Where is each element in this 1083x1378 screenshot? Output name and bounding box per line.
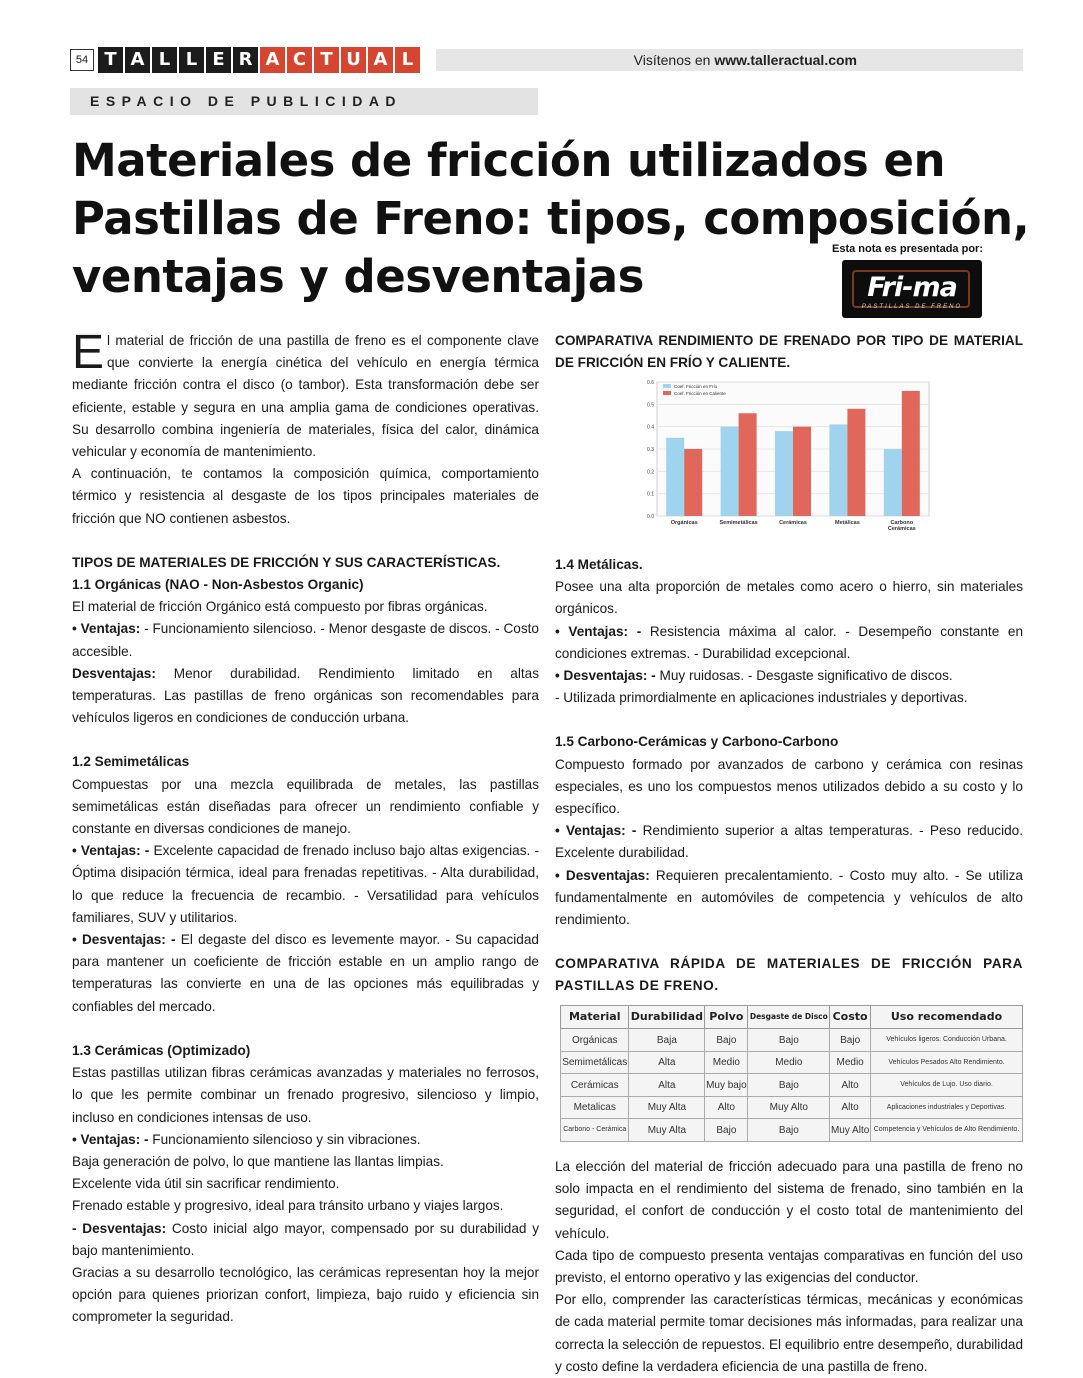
disadvantages-text: Menor durabilidad. Rendimiento limitado en altas temperaturas. Las pastillas de freno orgánicas son recomendables para vehículos ligeros en condiciones de conducción urbana. [72, 665, 539, 726]
chart-bar [847, 409, 865, 516]
table-cell: Vehículos Pesados Alto Rendimiento. [871, 1051, 1023, 1074]
table-cell: Muy Alto [830, 1119, 871, 1142]
table-cell: Medio [705, 1051, 748, 1074]
advantages-text: - Funcionamiento silencioso. - Menor desgaste de discos. - Costo accesible. [72, 621, 539, 659]
table-cell: Vehículos de Lujo. Uso diario. [871, 1074, 1023, 1097]
logo-letter: L [395, 47, 420, 73]
subsection-title: 1.4 Metálicas. [555, 557, 643, 572]
chart-bar [793, 427, 811, 516]
disadvantages-text: Costo inicial algo mayor, compensado por su durabilidad y bajo mantenimiento. [72, 1220, 539, 1258]
table-cell: Muy bajo [705, 1074, 748, 1097]
table-cell: Bajo [705, 1029, 748, 1052]
logo-letter: U [341, 47, 366, 73]
disadvantages [555, 665, 1023, 687]
table-cell: Competencia y Vehículos de Alto Rendimiento. [871, 1119, 1023, 1142]
logo-letter: L [152, 47, 177, 73]
table-row [561, 1074, 1023, 1097]
logo-letter: T [98, 47, 123, 73]
comparison-table [560, 1005, 1023, 1142]
legend-swatch [663, 384, 671, 388]
table-cell: Bajo [748, 1074, 830, 1097]
paragraph: Posee una alta proporción de metales como acero o hierro, sin materiales orgánicos. [555, 579, 1023, 617]
disadvantages-text: Requieren precalentamiento. - Costo muy alto. - Se utiliza fundamentalmente en automóviles de competencia y vehículos de alto rendimiento. [555, 867, 1023, 928]
x-tick-label: Cerámicas [887, 526, 916, 532]
chart-bar [739, 413, 757, 516]
logo-letter: T [314, 47, 339, 73]
sponsor-brand: Fri-ma [867, 272, 957, 303]
table-header: Durabilidad [629, 1006, 705, 1029]
table-row [561, 1029, 1023, 1052]
disadvantages-label: • Desventajas: - [72, 932, 176, 948]
table-cell: Bajo [830, 1029, 871, 1052]
table-cell: Bajo [748, 1119, 830, 1142]
advantages [555, 820, 1023, 864]
table-row [561, 1096, 1023, 1119]
y-tick-label: 0.6 [647, 380, 654, 386]
paragraph: El material de fricción Orgánico está compuesto por fibras orgánicas. [72, 599, 488, 615]
paragraph: Compuesto formado por avanzados de carbono y cerámica con resinas especiales, es uno los compuestos menos utilizados debido a su costo y lo específico. [555, 756, 1023, 817]
advantages [72, 618, 539, 662]
closing-paragraph: Cada tipo de compuesto presenta ventajas comparativas en función del uso previsto, el entorno operativo y las exigencias del conductor. [555, 1247, 1023, 1285]
subsection-title: 1.2 Semimetálicas [72, 754, 190, 770]
website-link[interactable]: www.talleractual.com [714, 52, 857, 68]
table-row [561, 1051, 1023, 1074]
chart-bar [884, 449, 902, 516]
paragraph: Compuestas por una mezcla equilibrada de metales, las pastillas semimetálicas están diseñadas para ofrecer un rendimiento confiable y constante en diversas condiciones de manejo. [72, 776, 539, 837]
bar-chart [637, 376, 937, 552]
disadvantages-label: - Desventajas: [72, 1220, 167, 1236]
legend-label: Coef. Fricción en Frío [674, 384, 718, 389]
disadvantages [72, 1218, 539, 1262]
table-cell: Bajo [748, 1029, 830, 1052]
chart-bar [684, 449, 702, 516]
closing-paragraph: La elección del material de fricción adecuado para una pastilla de freno no solo impacta en el rendimiento del sistema de frenado, sino también en la seguridad, el confort de conducción y el costo total de mantenimiento del vehículo. [555, 1158, 1023, 1241]
table-header-row [561, 1006, 1023, 1029]
list-line: - Utilizada primordialmente en aplicaciones industriales y deportivas. [555, 690, 968, 706]
y-tick-label: 0.0 [647, 514, 654, 520]
advantages [72, 1129, 539, 1151]
logo-letter: E [206, 47, 231, 73]
chart-bar [666, 438, 684, 516]
table-row [561, 1119, 1023, 1142]
chart-bar [721, 427, 739, 516]
table-header: Desgaste de Disco [748, 1006, 830, 1029]
paragraph: Gracias a su desarrollo tecnológico, las cerámicas representan hoy la mejor opción para quienes priorizan confort, limpieza, bajo ruido y eficiencia sin comprometer la seguridad. [72, 1264, 539, 1325]
page-number: 54 [70, 49, 94, 71]
advantages-label: • Ventajas: - [72, 843, 150, 859]
table-cell: Muy Alta [629, 1096, 705, 1119]
table-cell: Medio [830, 1051, 871, 1074]
chart-bar [902, 391, 920, 516]
table-header: Costo [830, 1006, 871, 1029]
sponsor-logo [842, 260, 982, 318]
advantages-text: Resistencia máxima al calor. - Desempeño constante en condiciones extremas. - Durabilidad excepcional. [555, 623, 1023, 661]
chart-container [555, 374, 1023, 554]
logo-letter: L [179, 47, 204, 73]
title-line: ventajas y desventajas [72, 250, 644, 303]
chart-bar [775, 431, 793, 516]
disadvantages-text: El degaste del disco es levemente mayor. - Su capacidad para mantener un coeficiente de fricción estable en un amplio rango de temperaturas las convierte en una de las opciones más equilibradas y confiables del mercado. [72, 932, 539, 1014]
list-line: Baja generación de polvo, lo que mantiene las llantas limpias. [72, 1153, 444, 1169]
table-cell: Aplicaciones industriales y Deportivas. [871, 1096, 1023, 1119]
disadvantages [555, 865, 1023, 932]
advantages [555, 621, 1023, 665]
magazine-logo [98, 47, 420, 73]
subsection-title: 1.1 Orgánicas (NAO - Non-Asbestos Organic) [72, 577, 364, 593]
table-cell: Medio [748, 1051, 830, 1074]
advantages-label: • Ventajas: - [72, 1131, 149, 1147]
x-tick-label: Cerámicas [779, 520, 807, 526]
table-cell: Baja [629, 1029, 705, 1052]
table-header: Material [561, 1006, 629, 1029]
advantages-label: • Ventajas: - [555, 623, 642, 639]
y-tick-label: 0.3 [647, 447, 654, 453]
visit-text [634, 52, 857, 68]
table-cell: Orgánicas [561, 1029, 629, 1052]
table-cell: Metalicas [561, 1096, 629, 1119]
table-cell: Alto [830, 1074, 871, 1097]
page-header [70, 47, 1023, 73]
logo-letter: R [233, 47, 258, 73]
chart-heading: COMPARATIVA RENDIMIENTO DE FRENADO POR TIPO DE MATERIAL DE FRICCIÓN EN FRÍO Y CALIENTE. [555, 333, 1023, 370]
table-cell: Cerámicas [561, 1074, 629, 1097]
visit-prefix: Visítenos en [633, 52, 715, 68]
y-tick-label: 0.5 [647, 402, 654, 409]
subsection-title: 1.3 Cerámicas (Optimizado) [72, 1042, 251, 1058]
logo-letter: A [368, 47, 393, 73]
table-cell: Muy Alta [629, 1119, 705, 1142]
table-cell: Bajo [705, 1119, 748, 1142]
y-tick-label: 0.1 [647, 491, 654, 498]
disadvantages-label: • Desventajas: - [555, 668, 656, 684]
advantages-text: Rendimiento superior a altas temperaturas. - Peso reducido. Excelente durabilidad. [555, 823, 1024, 861]
intro-text: l material de fricción de una pastilla de freno es el componente clave que convierte la energía cinética del vehículo en energía térmica mediante fricción contra el disco (o tambor). Esta transformación debe ser eficiente, estable y segura en una amplia gama de condiciones operativas. Su desarrollo combina ingeniería de materiales, física del calor, dinámica vehicular y economía de mantenimiento. [72, 333, 539, 460]
table-cell: Alto [830, 1096, 871, 1119]
advantages-label: • Ventajas: - [555, 823, 637, 839]
advantages-text: Funcionamiento silencioso y sin vibraciones. [148, 1131, 421, 1147]
x-tick-label: Carbono [890, 520, 914, 526]
chart-bar [829, 424, 847, 516]
ad-band-label: ESPACIO DE PUBLICIDAD [90, 93, 403, 109]
title-line: Pastillas de Freno: tipos, composición, [72, 192, 1030, 245]
x-tick-label: Semimetálicas [719, 520, 758, 526]
sponsor-label: Esta nota es presentada por: [832, 243, 983, 255]
legend-swatch [663, 391, 671, 395]
ad-band [70, 88, 538, 115]
disadvantages-label: Desventajas: [72, 665, 156, 681]
sponsor-tagline: PASTILLAS DE FRENO [861, 304, 963, 310]
list-line: Excelente vida útil sin sacrificar rendimiento. [72, 1176, 340, 1192]
table-cell: Carbono - Cerámica [561, 1119, 629, 1142]
intro-paragraph-2: A continuación, te contamos la composición química, comportamiento térmico y resistencia al desgaste de los tipos principales materiales de fricción que NO contienen asbestos. [72, 466, 539, 526]
left-column [72, 326, 540, 1329]
title-line: Materiales de fricción utilizados en [72, 134, 946, 187]
disadvantages [72, 663, 539, 730]
paragraph: Estas pastillas utilizan fibras cerámicas avanzadas y materiales no ferrosos, lo que les permite combinar un frenado progresivo, silencioso y limpio, incluso en condiciones intensas de uso. [72, 1065, 539, 1125]
advantages-label: • Ventajas: [72, 621, 141, 637]
disadvantages [72, 929, 539, 1018]
x-tick-label: Orgánicas [670, 520, 698, 526]
drop-cap: E [72, 326, 105, 379]
legend-label: Coef. Fricción en Caliente [674, 391, 726, 396]
section-heading: TIPOS DE MATERIALES DE FRICCIÓN Y SUS CARACTERÍSTICAS. [72, 554, 501, 570]
y-tick-label: 0.2 [647, 469, 654, 476]
disadvantages-label: • Desventajas: [555, 867, 650, 883]
table-cell: Semimetálicas [561, 1051, 629, 1074]
table-heading: COMPARATIVA RÁPIDA DE MATERIALES DE FRICCIÓN PARA PASTILLAS DE FRENO. [555, 956, 1023, 994]
table-header: Uso recomendado [871, 1006, 1023, 1029]
table-cell: Alta [629, 1074, 705, 1097]
table-cell: Muy Alto [748, 1096, 830, 1119]
table-header: Polvo [705, 1006, 748, 1029]
y-tick-label: 0.4 [647, 424, 654, 431]
table-cell: Alta [629, 1051, 705, 1074]
advantages [72, 840, 539, 929]
closing-paragraph: Por ello, comprender las características térmicas, mecánicas y económicas de cada material permite tomar decisiones más informadas, para realizar una correcta la selección de repuestos. El equilibrio entre desempeño, durabilidad y costo define la verdadera eficiencia de una pastilla de freno. [555, 1292, 1023, 1374]
table-cell: Alto [705, 1096, 748, 1119]
subsection-title: 1.5 Carbono-Cerámicas y Carbono-Carbono [555, 734, 839, 750]
logo-letter: A [125, 47, 150, 73]
logo-letter: A [260, 47, 285, 73]
x-tick-label: Metálicas [835, 520, 860, 526]
list-line: Frenado estable y progresivo, ideal para tránsito urbano y viajes largos. [72, 1198, 504, 1214]
table-cell: Vehículos ligeros. Conducción Urbana. [871, 1029, 1023, 1052]
intro-paragraph [72, 326, 539, 463]
logo-letter: C [287, 47, 312, 73]
advantages-text: Excelente capacidad de frenado incluso bajo altas exigencias. - Óptima disipación térmica, ideal para frenadas repetitivas. - Alta durabilidad, lo que reduce la frecuencia de recambio. - Versatilidad para vehículos familiares, SUV y utilitarios. [72, 843, 540, 925]
disadvantages-text: Muy ruidosas. - Desgaste significativo de discos. [655, 668, 953, 684]
right-column [555, 330, 1023, 1378]
